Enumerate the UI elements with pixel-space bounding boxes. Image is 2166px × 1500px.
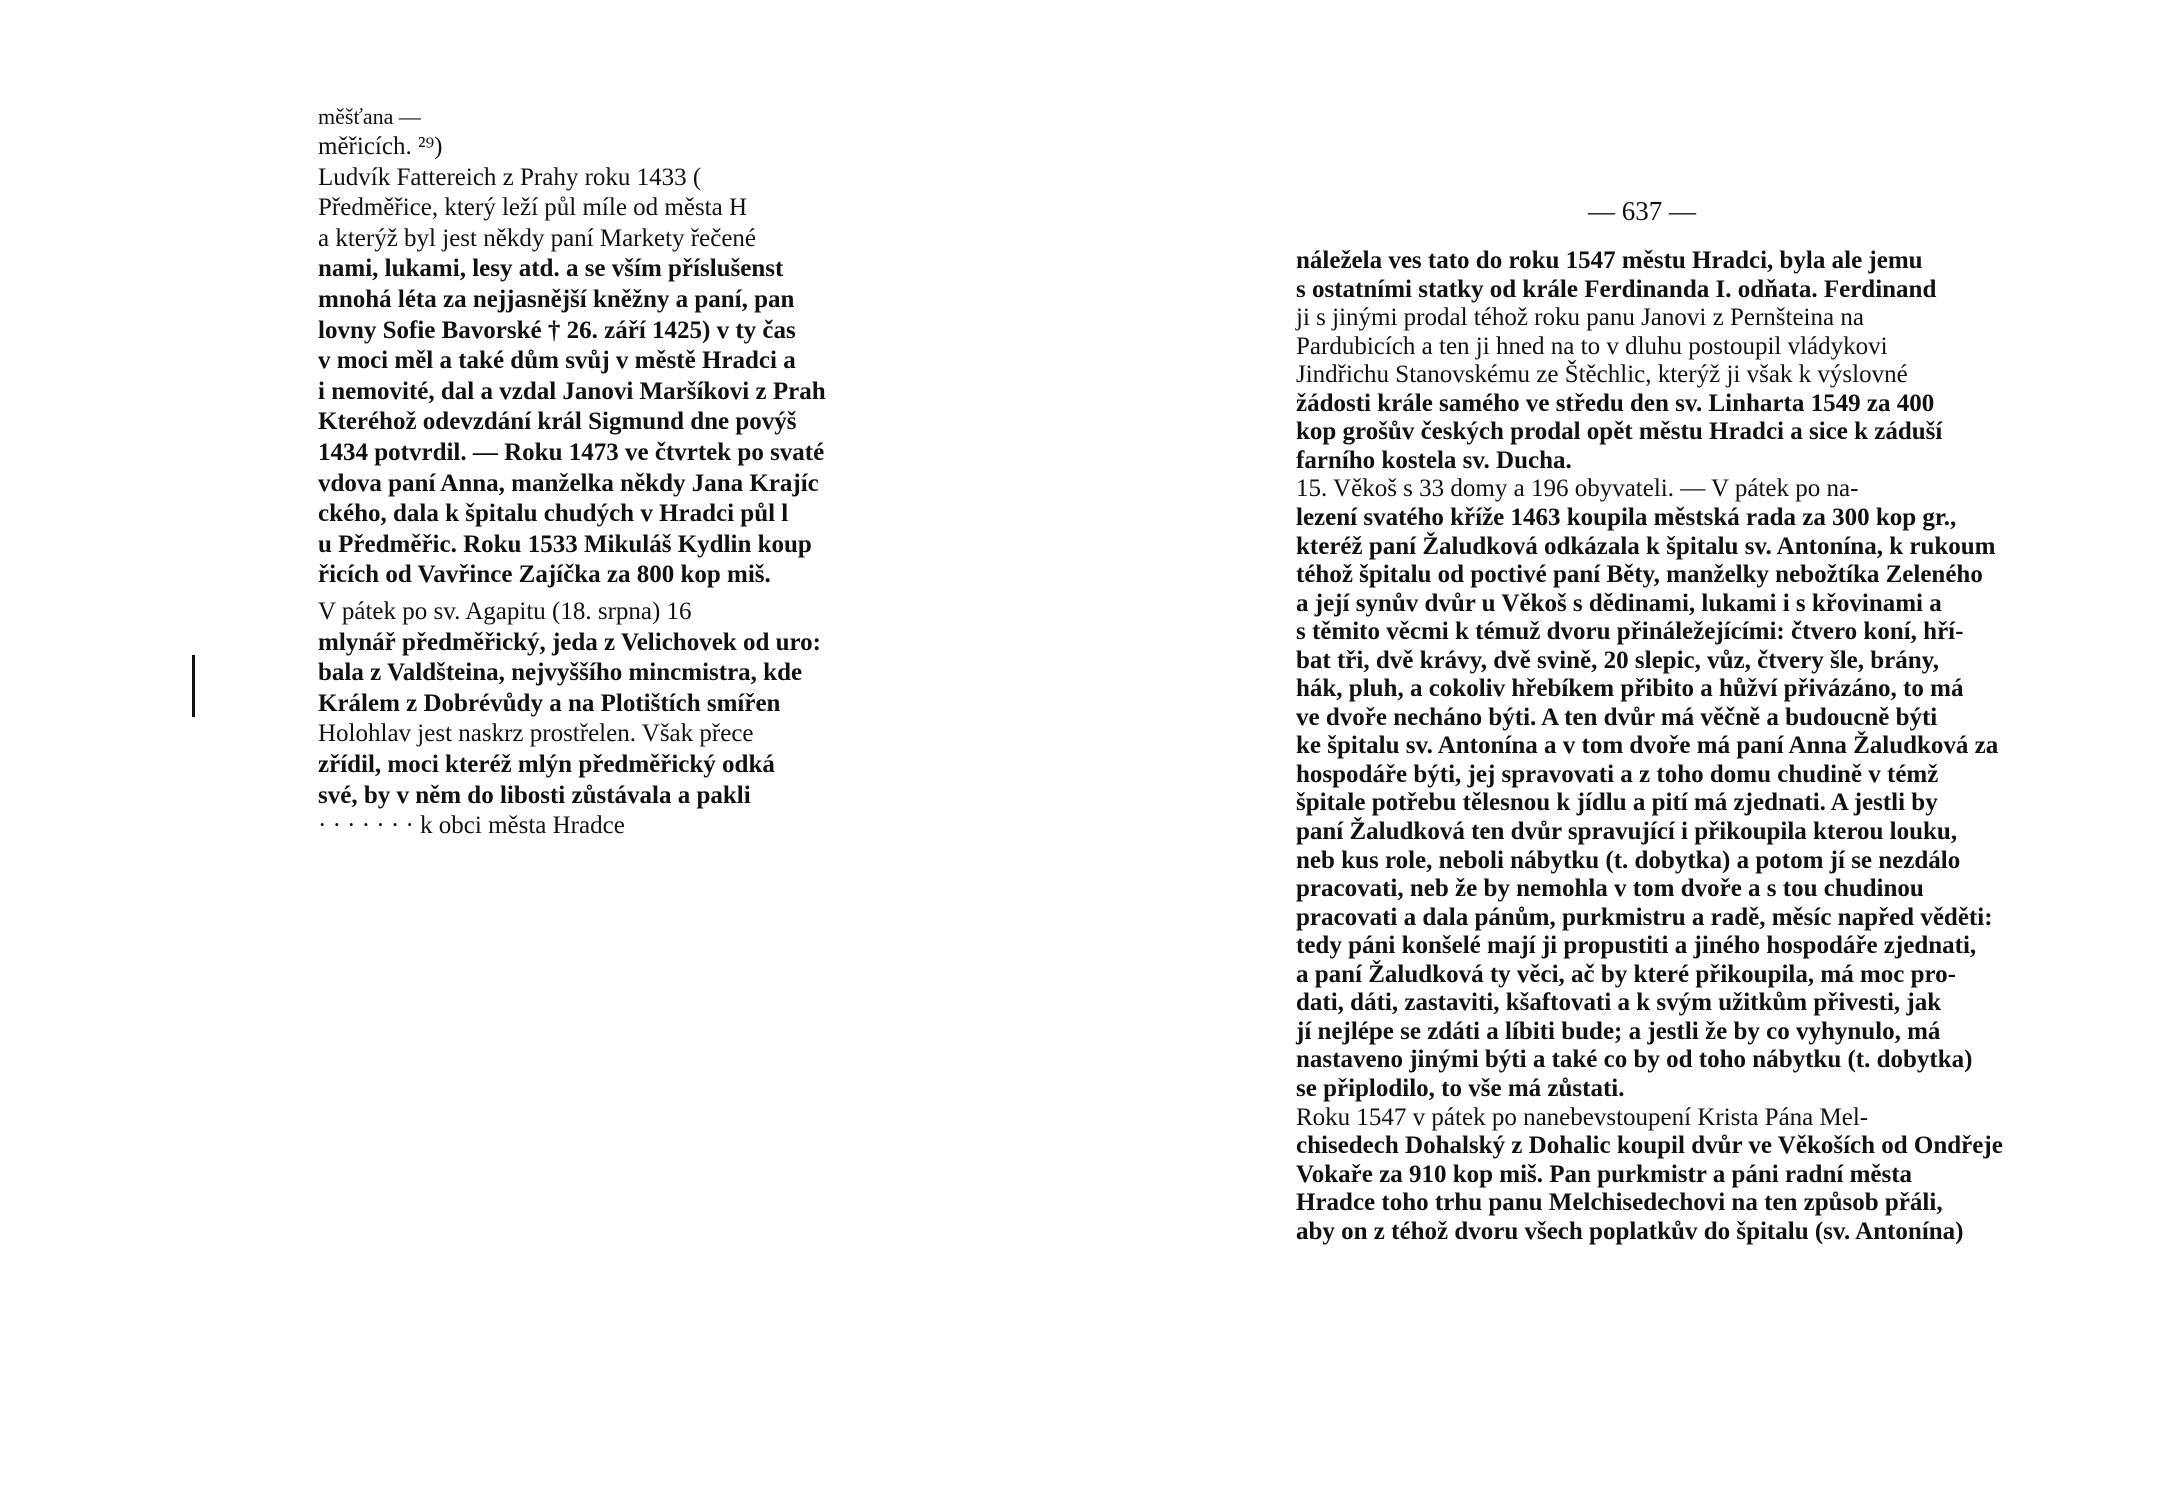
right-text-line: chisedech Dohalský z Dohalic koupil dvůr ve Věkoších od Ondřeje	[1296, 1132, 2003, 1160]
right-text-line: kteréž paní Žaludková odkázala k špitalu sv. Antonína, k rukoum	[1296, 532, 1996, 560]
right-text-line: lezení svatého kříže 1463 koupila městská rada za 300 kop gr.,	[1296, 503, 1957, 531]
left-text-line: Holohlav jest naskrz prostřelen. Však přece	[318, 720, 754, 748]
right-text-line: a její synův dvůr u Věkoš s dědinami, lukami i s křovinami a	[1296, 589, 1942, 617]
left-text-line: V pátek po sv. Agapitu (18. srpna) 16	[318, 598, 692, 625]
right-text-line: ji s jinými prodal téhož roku panu Janovi z Pernšteina na	[1296, 304, 1864, 332]
left-text-line: i nemovité, dal a vzdal Janovi Maršíkovi z Prah	[318, 377, 826, 405]
left-text-line: své, by v něm do libosti zůstávala a pakli	[318, 781, 751, 809]
right-text-line: aby on z téhož dvoru všech poplatkův do špitalu (sv. Antonína)	[1296, 1217, 1964, 1245]
right-text-line: pracovati, neb že by nemohla v tom dvoře a s tou chudinou	[1296, 875, 1924, 903]
right-text-line: hospodáře býti, jej spravovati a z toho domu chudině v témž	[1296, 760, 1939, 788]
right-text-line: jí nejlépe se zdáti a líbiti bude; a jestli že by co vyhynulo, má	[1296, 1017, 1941, 1045]
left-text-line: v moci měl a také dům svůj v městě Hradci a	[318, 347, 796, 375]
right-text-line: ve dvoře necháno býti. A ten dvůr má věčně a budoucně býti	[1296, 703, 1938, 731]
left-text-line: a kterýž byl jest někdy paní Markety řečené	[318, 224, 757, 252]
right-text-line: dati, dáti, zastaviti, kšaftovati a k svým užitkům přivesti, jak	[1296, 989, 1942, 1017]
left-text-line: nami, lukami, lesy atd. a se vším příslušenst	[318, 255, 784, 283]
right-text-line: bat tři, dvě krávy, dvě svině, 20 slepic, vůz, čtvery šle, brány,	[1296, 646, 1940, 674]
right-text-line: farního kostela sv. Ducha.	[1296, 446, 1572, 474]
left-text-line: 1434 potvrdil. — Roku 1473 ve čtvrtek po svaté	[318, 439, 825, 466]
right-text-line: Jindřichu Stanovskému ze Štěchlic, kterýž ji však k výslovné	[1296, 361, 1908, 389]
right-text-line: tedy páni konšelé mají ji propustiti a jiného hospodáře zjednati,	[1296, 932, 1977, 960]
left-page-fragment	[318, 104, 826, 840]
right-text-line: nastaveno jinými býti a také co by od toho nábytku (t. dobytka)	[1296, 1046, 1973, 1074]
right-text-line: a paní Žaludková ty věci, ač by které přikoupila, má moc pro-	[1296, 960, 1956, 988]
left-text-line: bala z Valdšteina, nejvyššího mincmistra, kde	[318, 659, 803, 687]
right-text-line: se připlodilo, to vše má zůstati.	[1296, 1074, 1625, 1102]
left-text-line: · · · · · · · k obci města Hradce	[318, 812, 625, 840]
cut-off-line: měšťana —	[318, 104, 421, 129]
right-text-line: hák, pluh, a cokoliv hřebíkem přibito a hůžví přivázáno, to má	[1296, 675, 1964, 703]
left-text-line: lovny Sofie Bavorské † 26. září 1425) v ty čas	[318, 316, 796, 344]
right-text-line: paní Žaludková ten dvůr spravující i přikoupila kterou louku,	[1296, 818, 1958, 845]
page-number: — 637 —	[1588, 196, 1696, 226]
right-text-line: 15. Věkoš s 33 domy a 196 obyvateli. — V pátek po na-	[1296, 475, 1859, 503]
left-text-line: řicích od Vavřince Zajíčka za 800 kop miš.	[318, 561, 771, 589]
left-text-line: Kteréhož odevzdání král Sigmund dne povýš	[318, 408, 797, 436]
left-text-line: zřídil, moci kteréž mlýn předměřický odká	[318, 751, 775, 778]
left-text-line: mlynář předměřický, jeda z Velichovek od uro:	[318, 628, 821, 656]
margin-mark	[192, 655, 195, 717]
right-text-line: Pardubicích a ten ji hned na to v dluhu postoupil vládykovi	[1296, 332, 1888, 360]
right-text-line: kop grošův českých prodal opět městu Hradci a sice k záduší	[1296, 418, 1943, 446]
right-text-line: téhož špitalu od poctivé paní Běty, manželky nebožtíka Zeleného	[1296, 561, 1983, 589]
right-text-line: špitale potřebu tělesnou k jídlu a pití má zjednati. A jestli by	[1296, 789, 1938, 817]
left-text-line: Ludvík Fattereich z Prahy roku 1433 (	[318, 163, 702, 191]
right-text-line: neb kus role, neboli nábytku (t. dobytka) a potom jí se nezdálo	[1296, 846, 1961, 874]
right-text-line: pracovati a dala pánům, purkmistru a radě, měsíc napřed věděti:	[1296, 903, 1993, 931]
left-text-line: u Předměřic. Roku 1533 Mikuláš Kydlin koup	[318, 530, 812, 558]
left-text-line: mnohá léta za nejjasnější kněžny a paní, pan	[318, 286, 795, 313]
left-text-line: Předměřice, který leží půl míle od města H	[318, 194, 748, 222]
right-text-line: s ostatními statky od krále Ferdinanda I. odňata. Ferdinand	[1296, 275, 1937, 303]
right-text-line: Hradce toho trhu panu Melchisedechovi na ten způsob přáli,	[1296, 1189, 1943, 1217]
left-text-line: ckého, dala k špitalu chudých v Hradci půl l	[318, 500, 789, 528]
right-text-line: Roku 1547 v pátek po nanebevstoupení Krista Pána Mel-	[1296, 1103, 1869, 1131]
right-text-line: s těmito věcmi k témuž dvoru přináležejícími: čtvero koní, hří-	[1296, 618, 1964, 646]
right-text-line: náležela ves tato do roku 1547 městu Hradci, byla ale jemu	[1296, 247, 1923, 274]
right-text-line: žádosti krále samého ve středu den sv. Linharta 1549 za 400	[1296, 389, 1935, 417]
right-text-line: Vokaře za 910 kop miš. Pan purkmistr a páni radní města	[1296, 1160, 1913, 1188]
left-text-line: Králem z Dobrévůdy a na Plotištích smířen	[318, 689, 781, 717]
left-text-line: vdova paní Anna, manželka někdy Jana Krajíc	[318, 469, 819, 497]
left-text-line: měřicích. ²⁹)	[318, 133, 443, 160]
right-text-line: ke špitalu sv. Antonína a v tom dvoře má paní Anna Žaludková za	[1296, 732, 1999, 760]
right-page-text	[1296, 188, 2003, 1268]
